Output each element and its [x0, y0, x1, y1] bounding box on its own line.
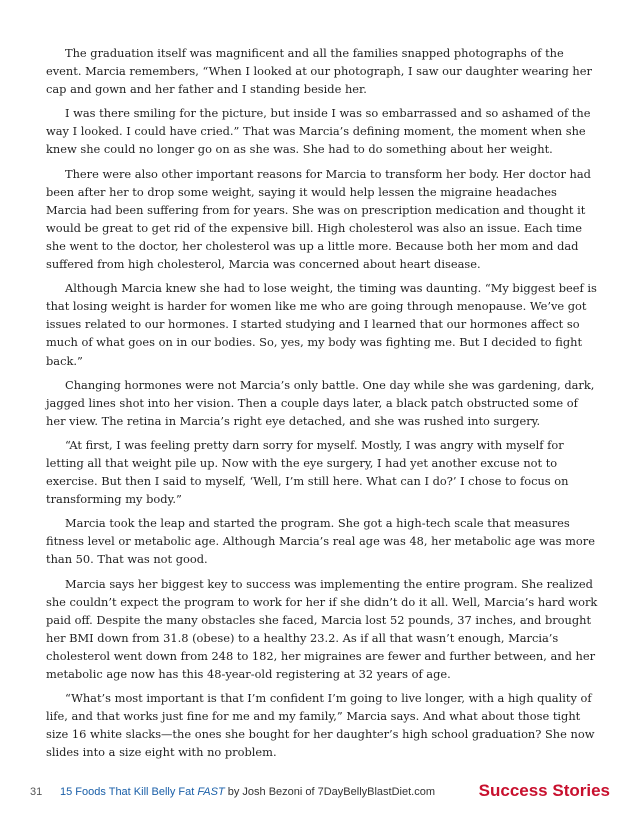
paragraph-1: The graduation itself was magnificent and all the families snapped photographs of the event. Marcia remembers, “When I looked at our photograph, I saw our daughter wearing her cap and gown and her father and I standing beside her. [46, 46, 592, 97]
paragraph-3: There were also other important reasons for Marcia to transform her body. Her doctor had been after her to drop some weight, saying it would help lessen the migraine headaches Marcia had been suffering from for years. She was on prescription medication and thought it would be great to get rid of the expensive bill. High cholesterol was also an issue. Each time she went to the doctor, her cholesterol was up a little more. Because both her mom and dad suffered from high cholesterol, Marcia was concerned about heart disease. [46, 166, 591, 272]
paragraph-2: I was there smiling for the picture, but inside I was so embarrassed and so ashamed of the way I looked. I could have cried.” That was Marcia’s defining moment, the moment when she knew she could no longer go on as she was. She had to do something about her weight. [46, 106, 591, 157]
section-title: Success Stories [478, 781, 610, 800]
page-footer [30, 783, 610, 803]
article-body [46, 44, 598, 767]
byline: by Josh Bezoni of 7DayBellyBlastDiet.com [224, 786, 435, 798]
paragraph-7: Marcia took the leap and started the program. She got a high-tech scale that measures fitness level or metabolic age. Although Marcia’s real age was 48, her metabolic age was more than 50. That was not good. [46, 516, 595, 567]
page-number: 31 [30, 786, 43, 798]
paragraph-4: Although Marcia knew she had to lose weight, the timing was daunting. “My biggest beef is that losing weight is harder for women like me who are going through menopause. We’ve got issues related to our hormones. I started studying and I learned that our hormones affect so much of what goes on in our bodies. So, yes, my body was fighting me. But I decided to fight back.” [46, 281, 597, 368]
book-title: 15 Foods That Kill Belly Fat [60, 786, 198, 798]
paragraph-5: Changing hormones were not Marcia’s only battle. One day while she was gardening, dark, jagged lines shot into her vision. Then a couple days later, a black patch obstructed some of her view. The retina in Marcia’s right eye detached, and she was rushed into surgery. [46, 377, 595, 428]
book-credit [60, 786, 435, 798]
book-title-emphasis: FAST [197, 786, 225, 798]
paragraph-9: “What’s most important is that I’m confident I’m going to live longer, with a high quality of life, and that works just fine for me and my family,” Marcia says. And what about those tight size 16 white slacks—the ones she bought for her daughter’s high school graduation? She now slides into a size eight with no problem. [46, 691, 595, 760]
paragraph-6: “At first, I was feeling pretty darn sorry for myself. Mostly, I was angry with myself for letting all that weight pile up. Now with the eye surgery, I had yet another excuse not to exercise. But then I said to myself, ‘Well, I’m still here. What can I do?’ I chose to focus on transforming my body.” [46, 437, 569, 507]
paragraph-8: Marcia says her biggest key to success was implementing the entire program. She realized she couldn’t expect the program to work for her if she didn’t do it all. Well, Marcia’s hard work paid off. Despite the many obstacles she faced, Marcia lost 52 pounds, 37 inches, and brought her BMI down from 31.8 (obese) to a healthy 23.2. As if all that wasn’t enough, Marcia’s cholesterol went down from 248 to 182, her migraines are fewer and further between, and her metabolic age now has this 48-year-old registering at 32 years of age. [46, 576, 598, 681]
